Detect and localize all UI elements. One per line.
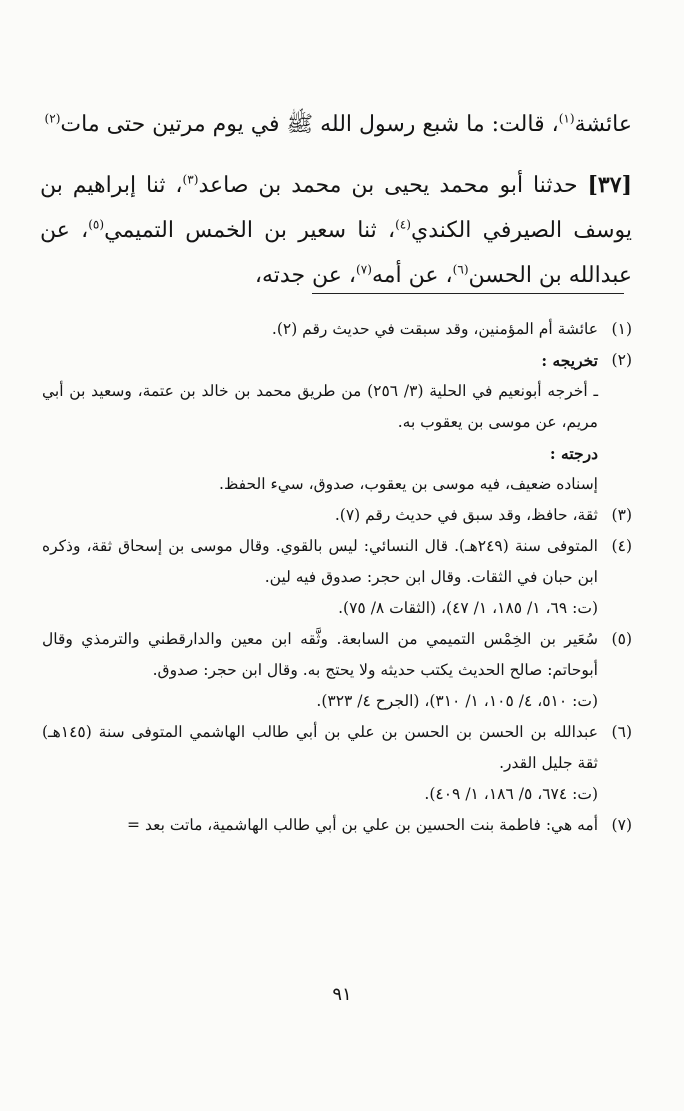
footnote-number: (٢) xyxy=(611,351,632,369)
text-run: ، عن أمه xyxy=(371,263,453,288)
footnote-1 xyxy=(42,314,632,345)
footnote-text: أمه هي: فاطمة بنت الحسين بن علي بن أبي طالب الهاشمية، ماتت بعد = xyxy=(127,816,598,834)
footnote-text: عبدالله بن الحسن بن الحسن بن علي بن أبي طالب الهاشمي المتوفى سنة (١٤٥هـ) ثقة جليل القدر. xyxy=(42,723,598,772)
footnote-reference: (ت: ٦٩، ١/ ١٨٥، ١/ ٤٧)، (الثقات ٨/ ٧٥). xyxy=(338,599,598,617)
footnote-number: (٣) xyxy=(611,506,632,524)
footnote-text: إسناده ضعيف، فيه موسى بن يعقوب، صدوق، سيء الحفظ. xyxy=(219,475,598,493)
footnote-ref: (١) xyxy=(558,111,575,126)
footnote-divider xyxy=(312,293,624,294)
footnote-reference: (ت: ٥١٠، ٤/ ١٠٥، ١/ ٣١٠)، (الجرح ٤/ ٣٢٣). xyxy=(316,692,598,710)
hadith-37 xyxy=(40,163,632,298)
footnote-2 xyxy=(42,345,632,500)
hadith-number: [٣٧] xyxy=(587,172,632,198)
footnote-ref: (٣) xyxy=(182,172,199,187)
footnote-5 xyxy=(42,624,632,717)
text-run: ، عن جدته، xyxy=(254,263,357,288)
footnote-number: (٤) xyxy=(611,537,632,555)
footnote-6 xyxy=(42,717,632,810)
footnote-subheading: تخريجه : xyxy=(541,351,598,370)
footnote-text: سُعَير بن الخِمْس التميمي من السابعة. وثَّقه ابن معين والدارقطني والترمذي وقال أبوحاتم: صالح الحديث يكتب حديثه ولا يحتج به. وقال ابن حجر: صدوق. xyxy=(42,630,598,679)
footnote-number: (٥) xyxy=(611,630,632,648)
footnote-number: (١) xyxy=(611,320,632,338)
footnote-ref: (٥) xyxy=(88,217,105,232)
main-text-continuation xyxy=(40,102,632,147)
text-run: ، ثنا إبراهيم بن يوسف الصيرفي الكندي xyxy=(40,173,632,243)
footnote-ref: (٤) xyxy=(395,217,411,232)
footnote-number: (٧) xyxy=(611,816,632,834)
footnote-4 xyxy=(42,531,632,624)
footnote-text: عائشة أم المؤمنين، وقد سبقت في حديث رقم (٢). xyxy=(271,320,598,338)
footnote-text: ثقة، حافظ، وقد سبق في حديث رقم (٧). xyxy=(334,506,598,524)
footnote-3 xyxy=(42,500,632,531)
footnote-reference: (ت: ٦٧٤، ٥/ ١٨٦، ١/ ٤٠٩). xyxy=(424,785,598,803)
footnote-text: ـ أخرجه أبونعيم في الحلية (٣/ ٢٥٦) من طريق محمد بن خالد بن عتمة، وسعيد بن أبي مريم، عن موسى بن يعقوب به. xyxy=(42,382,598,431)
text-run: ، عن عبدالله بن الحسن xyxy=(40,218,632,288)
footnote-ref: (٧) xyxy=(356,262,372,277)
footnote-number: (٦) xyxy=(611,723,632,741)
footnote-subheading: درجته : xyxy=(549,444,598,463)
footnote-ref: (٦) xyxy=(452,262,469,277)
text-run: ، ثنا سعير بن الخمس التميمي xyxy=(104,218,396,243)
footnote-ref: (٢) xyxy=(44,111,61,126)
text-run: حدثنا أبو محمد يحيى بن محمد بن صاعد xyxy=(198,173,588,198)
hadith-paragraph xyxy=(40,163,632,298)
page-number: ٩١ xyxy=(332,984,352,1005)
footnote-7 xyxy=(42,810,632,841)
main-line xyxy=(40,102,632,147)
text-run: ، قالت: ما شبع رسول الله ﷺ في يوم مرتين حتى مات xyxy=(60,112,559,137)
footnotes xyxy=(42,314,632,841)
footnote-text: المتوفى سنة (٢٤٩هـ). قال النسائي: ليس بالقوي. وقال موسى بن إسحاق ثقة، وذكره ابن حبان في الثقات. وقال ابن حجر: صدوق فيه لين. xyxy=(42,537,598,586)
text-run: عائشة xyxy=(574,112,632,137)
